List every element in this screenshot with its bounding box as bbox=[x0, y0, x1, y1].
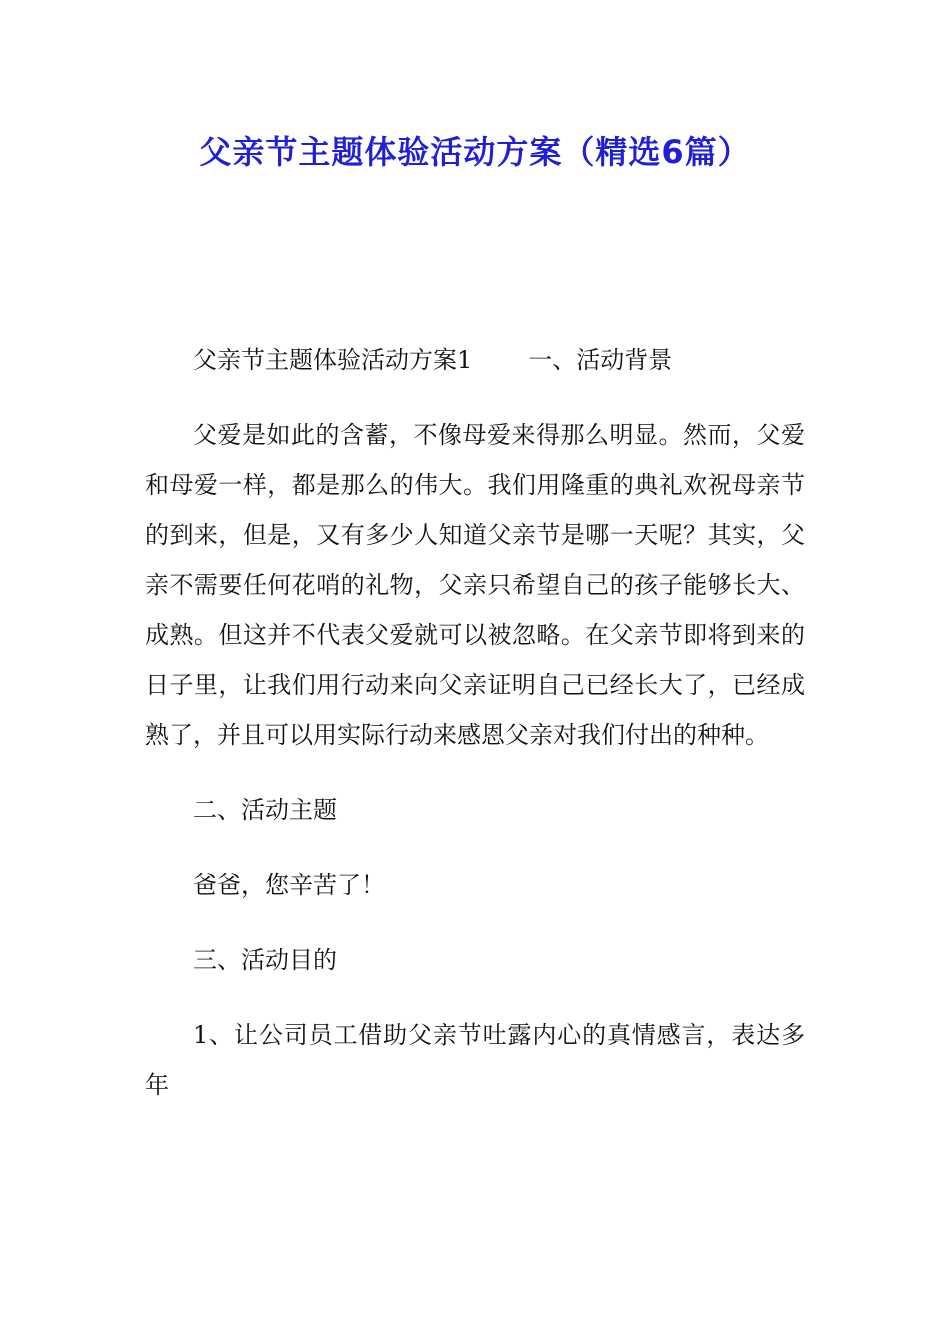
section-heading-theme: 二、活动主题 bbox=[193, 796, 337, 824]
plan-title: 父亲节主题体验活动方案1 bbox=[193, 346, 473, 374]
section-heading-purpose: 三、活动目的 bbox=[193, 946, 337, 974]
paragraph-theme: 爸爸，您辛苦了！ bbox=[193, 871, 385, 899]
document-title: 父亲节主题体验活动方案（精选6篇） bbox=[199, 133, 751, 171]
section-heading-background: 一、活动背景 bbox=[528, 346, 673, 374]
paragraph-background: 父爱是如此的含蓄，不像母爱来得那么明显。然而，父爱和母爱一样，都是那么的伟大。我们用隆重的典礼欢祝母亲节的到来，但是，又有多少人知道父亲节是哪一天呢？其实，父亲不需要任何花哨的礼物，父亲只希望自己的孩子能够长大、成熟。但这并不代表父爱就可以被忽略。在父亲节即将到来的日子里，让我们用行动来向父亲证明自己已经长大了，已经成熟了，并且可以用实际行动来感恩父亲对我们付出的种种。 bbox=[145, 421, 805, 749]
paragraph-purpose-1: 1、让公司员工借助父亲节吐露内心的真情感言，表达多年 bbox=[145, 1021, 805, 1099]
paragraph-plan-heading bbox=[145, 335, 805, 385]
document-body bbox=[145, 335, 805, 1135]
